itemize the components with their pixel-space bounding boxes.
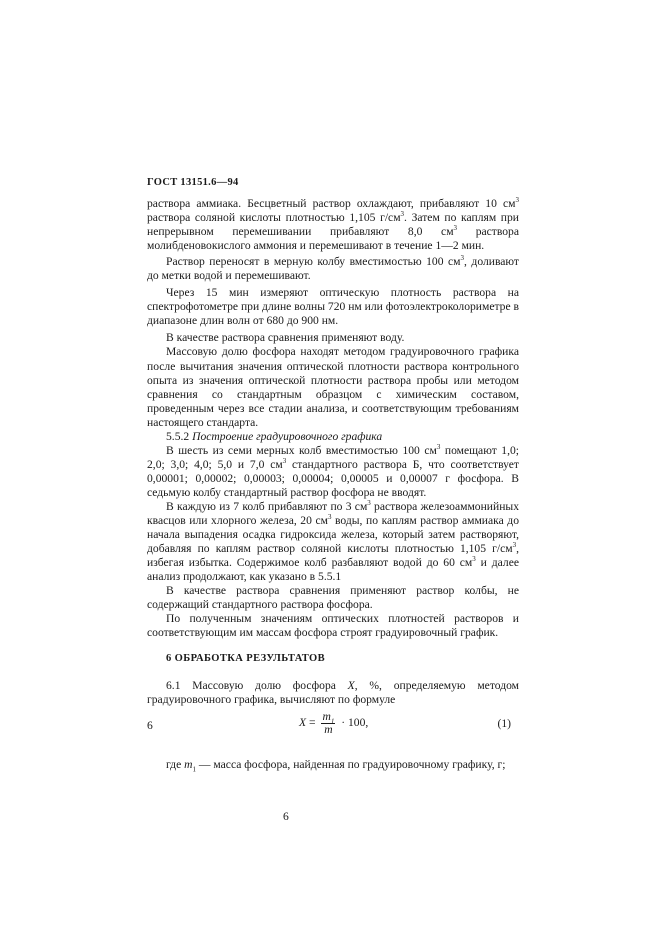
paragraph-11	[147, 679, 519, 707]
formula-fraction	[321, 711, 335, 736]
fraction-numerator	[321, 711, 335, 724]
text-span: стандартного раствора Б, что соответствует 0,00001; 0,00002; 0,00003; 0,00004; 0,00005 и 0,00007 г фосфора. В седьмую колбу стандартный раствор фосфора не вводят.	[147, 457, 520, 499]
text-span: раствора молибденовокислого аммония и перемешивают в течение 1—2 мин.	[147, 225, 519, 253]
text-span: где	[166, 757, 185, 771]
text-span: раствора соляной кислоты плотностью 1,105 г/см	[147, 211, 401, 225]
paragraph-4: В качестве раствора сравнения применяют воду.	[166, 331, 405, 345]
text-span: раствора аммиака. Бесцветный раствор охлаждают, прибавляют 10 см	[147, 197, 516, 210]
text-span: помещают 1,0; 2,0; 3,0; 4,0; 5,0 и 7,0 см	[147, 443, 519, 471]
subsection-title: Построение градуировочного графика	[192, 429, 383, 443]
superscript: 3	[453, 224, 458, 233]
superscript: 3	[436, 442, 441, 451]
text-span: 6.1 Массовую долю фосфора	[166, 678, 348, 692]
superscript: 3	[472, 555, 476, 564]
superscript: 3	[282, 456, 287, 465]
formula-1	[147, 708, 519, 738]
paragraph-10: По полученным значениям оптических плотностей растворов и соответствующим им массам фосфора строят градуировочный график.	[147, 612, 519, 640]
body-text	[147, 197, 519, 772]
text-span: , доливают до метки водой и перемешивают.	[147, 255, 519, 283]
formula-number: (1)	[497, 716, 511, 730]
formula-rhs: · 100,	[338, 715, 369, 729]
numerator-var: m	[322, 709, 331, 723]
paragraph-7	[147, 444, 519, 500]
superscript: 3	[512, 541, 517, 550]
superscript: 3	[460, 254, 465, 263]
text-span: . Затем по каплям при непрерывном перемешивании прибавляют 8,0 см	[147, 211, 519, 239]
superscript: 3	[515, 196, 519, 205]
paragraph-3: Через 15 мин измеряют оптическую плотность раствора на спектрофотометре при длине волны 720 нм или фотоэлектроколориметре в диапазоне длин волн от 680 до 900 нм.	[147, 286, 520, 328]
paragraph-5: Массовую долю фосфора находят методом градуировочного графика после вычитания значения оптической плотности раствора контрольного опыта из значения оптической плотности раствора пробы или методом сравнения со стандартным образцом с химическим составом, проведенным через все стадии анализа, и соответствующим требованиям настоящего стандарта.	[147, 345, 519, 429]
text-span: и далее анализ продолжают, как указано в 5.5.1	[147, 556, 520, 584]
superscript: 3	[367, 499, 371, 508]
subscript: 1	[192, 764, 196, 773]
where-clause	[147, 758, 519, 772]
variable: m	[184, 757, 193, 771]
formula-expression	[299, 711, 368, 736]
paragraph-9: В качестве раствора сравнения применяют раствор колбы, не содержащий стандартного раствора фосфора.	[147, 584, 519, 612]
formula-equals: =	[306, 715, 319, 729]
subsection-number: 5.5.2	[166, 429, 193, 443]
subsection-heading	[147, 430, 519, 444]
standard-header: ГОСТ 13151.6—94	[147, 177, 239, 188]
superscript: 3	[400, 210, 405, 219]
paragraph-1	[147, 197, 519, 253]
superscript: 3	[327, 513, 332, 522]
text-span: , избегая избытка. Содержимое колб разбавляют водой до 60 см	[147, 542, 519, 570]
page-number-left: 6	[147, 719, 153, 732]
text-span: раствора железоаммонийных квасцов или хлорного железа, 20 см	[147, 499, 519, 528]
section-title: 6 ОБРАБОТКА РЕЗУЛЬТАТОВ	[166, 653, 325, 665]
paragraph-2	[147, 255, 519, 283]
text-span: Раствор переносят в мерную колбу вместимостью 100 см	[166, 255, 461, 269]
text-span: В шесть из семи мерных колб вместимостью 100 см	[166, 443, 437, 457]
text-span: — масса фосфора, найденная по градуировочному графику, г;	[196, 757, 506, 771]
numerator-sub: 1	[330, 716, 335, 725]
paragraph-8	[147, 500, 519, 584]
text-span: воды, по каплям раствор аммиака до начала выпадения осадка гидроксида железа, который затем растворяют, добавляя по каплям раствор соляной кислоты плотностью 1,105 г/см	[147, 514, 519, 556]
text-span: В каждую из 7 колб прибавляют по 3 см	[166, 499, 368, 513]
text-span: , %, определяемую методом градуировочного графика, вычисляют по формуле	[147, 678, 520, 706]
fraction-denominator: m	[324, 722, 333, 736]
variable: X	[347, 678, 355, 692]
formula-lhs: X	[299, 715, 307, 729]
page-number-bottom: 6	[283, 810, 289, 823]
